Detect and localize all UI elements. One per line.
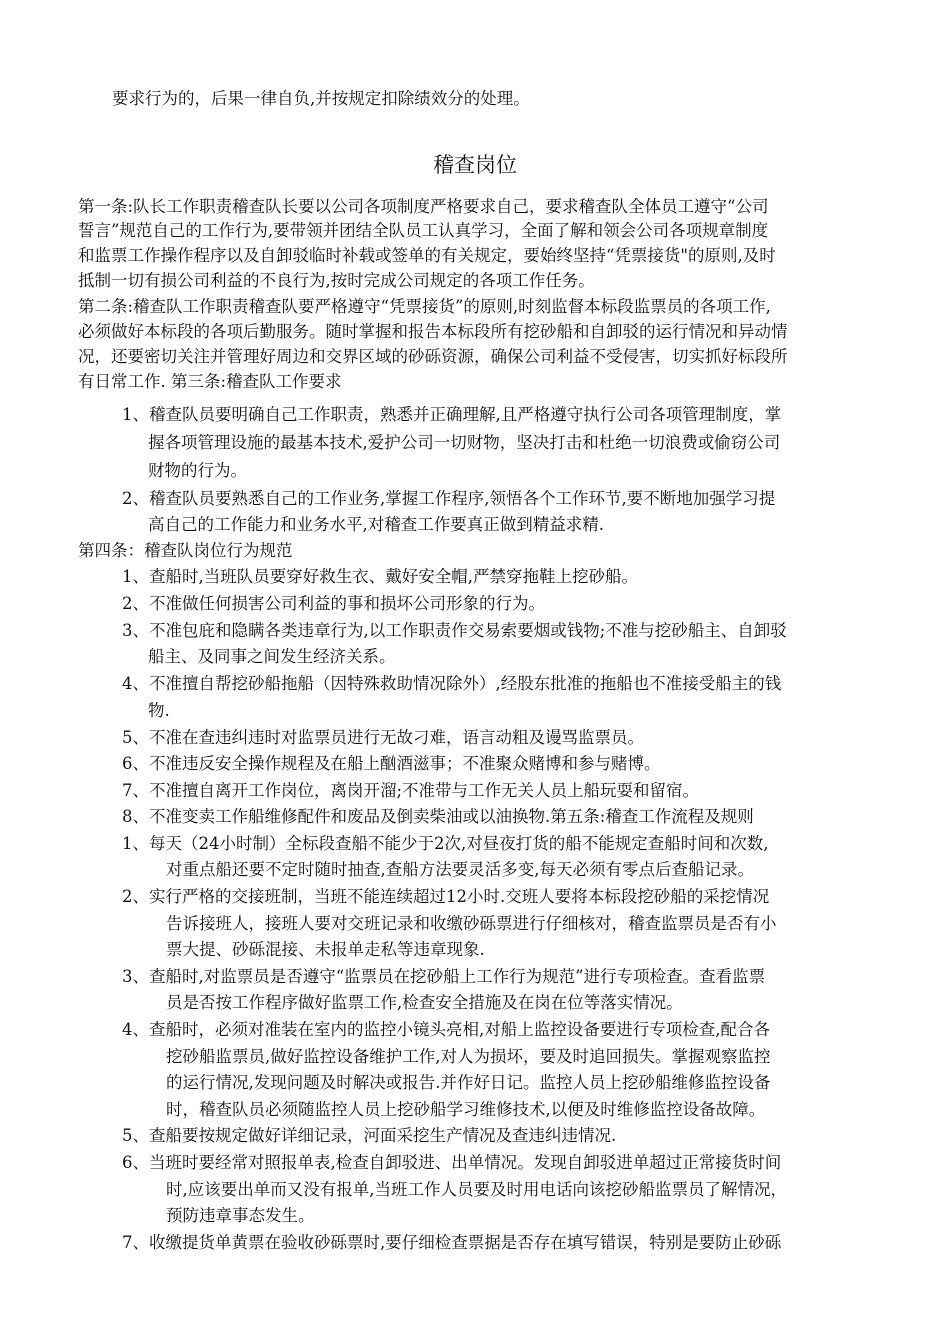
text-line: 1、稽查队员要明确自己工作职责，熟悉并正确理解,且严格遵守执行公司各项管理制度，掌 bbox=[122, 405, 782, 424]
text-line: 6、不准违反安全操作规程及在船上酗酒滋事；不准聚众赌博和参与赌博。 bbox=[122, 754, 661, 773]
text-line: 2、稽查队员要熟悉自己的工作业务,掌握工作程序,领悟各个工作环节,要不断地加强学习提 bbox=[122, 489, 776, 508]
text-line: 誓言”规范自己的工作行为,要带领并团结全队员工认真学习，全面了解和领会公司各项规章制度 bbox=[78, 221, 769, 240]
text-line: 3、查船时,对监票员是否遵守“监票员在挖砂船上工作行为规范”进行专项检查。查看监票 bbox=[122, 967, 766, 986]
text-line: 物. bbox=[148, 701, 170, 720]
text-line: 1、查船时,当班队员要穿好救生衣、戴好安全帽,严禁穿拖鞋上挖砂船。 bbox=[122, 567, 638, 586]
text-line: 告诉接班人，接班人要对交班记录和收缴砂砾票进行仔细核对，稽查监票员是否有小 bbox=[166, 914, 777, 933]
text-line: 抵制一切有损公司利益的不良行为,按时完成公司规定的各项工作任务。 bbox=[78, 271, 595, 290]
text-line: 7、不准擅自离开工作岗位，离岗开溜;不准带与工作无关人员上船玩耍和留宿。 bbox=[122, 781, 700, 800]
text-line: 握各项管理设施的最基本技术,爱护公司一切财物，坚决打击和杜绝一切浪费或偷窃公司 bbox=[148, 433, 781, 452]
text-line: 第四条：稽查队岗位行为规范 bbox=[78, 541, 293, 560]
text-line: 票大提、砂砾混接、未报单走私等违章现象. bbox=[166, 940, 485, 959]
intro-line: 要求行为的，后果一律自负,并按规定扣除绩效分的处理。 bbox=[112, 89, 530, 108]
text-line: 和监票工作操作程序以及自卸驳临时补载或签单的有关规定，要始终坚持“凭票接货"的原则,及时 bbox=[78, 246, 776, 265]
text-line: 对重点船还要不定时随时抽查,查船方法要灵活多变,每天必须有零点后查船记录。 bbox=[166, 860, 754, 879]
text-line: 7、收缴提货单黄票在验收砂砾票时,要仔细检查票据是否存在填写错误，特别是要防止砂砾 bbox=[122, 1233, 782, 1252]
text-line: 财物的行为。 bbox=[148, 461, 247, 480]
text-line: 3、不准包庇和隐瞒各类违章行为,以工作职责作交易索要烟或钱物;不准与挖砂船主、自卸驳 bbox=[122, 621, 787, 640]
text-line: 8、不准变卖工作船维修配件和废品及倒卖柴油或以油换物.第五条:稽查工作流程及规则 bbox=[122, 807, 754, 826]
text-line: 4、查船时，必须对准装在室内的监控小镜头亮相,对船上监控设备要进行专项检查,配合各 bbox=[122, 1020, 770, 1039]
text-line: 船主、及同事之间发生经济关系。 bbox=[148, 647, 396, 666]
text-line: 5、查船要按规定做好详细记录，河面采挖生产情况及查违纠违情况. bbox=[122, 1126, 617, 1145]
page-title: 稽查岗位 bbox=[433, 153, 517, 177]
text-line: 有日常工作. 第三条:稽查队工作要求 bbox=[78, 372, 342, 391]
text-line: 必须做好本标段的各项后勤服务。随时掌握和报告本标段所有挖砂船和自卸驳的运行情况和异动情 bbox=[78, 322, 788, 341]
text-line: 况，还要密切关注并管理好周边和交界区域的砂砾资源，确保公司利益不受侵害，切实抓好标段所 bbox=[78, 347, 788, 366]
text-line: 时,应该要出单而又没有报单,当班工作人员要及时用电话向该挖砂船监票员了解情况， bbox=[166, 1180, 787, 1199]
text-line: 的运行情况,发现问题及时解决或报告.并作好日记。监控人员上挖砂船维修监控设备 bbox=[166, 1073, 771, 1092]
text-line: 4、不准擅自帮挖砂船拖船（因特殊救助情况除外）,经股东批准的拖船也不准接受船主的钱 bbox=[122, 674, 782, 693]
text-line: 高自己的工作能力和业务水平,对稽查工作要真正做到精益求精. bbox=[148, 515, 604, 534]
text-line: 员是否按工作程序做好监票工作,检查安全措施及在岗在位等落实情况。 bbox=[166, 993, 683, 1012]
text-line: 时，稽查队员必须随监控人员上挖砂船学习维修技术,以便及时维修监控设备故障。 bbox=[166, 1100, 766, 1119]
text-line: 第一条:队长工作职责稽查队长要以公司各项制度严格要求自己，要求稽查队全体员工遵守“公司 bbox=[78, 197, 769, 216]
text-line: 6、当班时要经常对照报单表,检查自卸驳进、出单情况。发现自卸驳进单超过正常接货时间 bbox=[122, 1153, 782, 1172]
text-line: 挖砂船监票员,做好监控设备维护工作,对人为损坏，要及时追回损失。掌握观察监控 bbox=[166, 1047, 771, 1066]
text-line: 2、实行严格的交接班制，当班不能连续超过12小时.交班人要将本标段挖砂船的采挖情况 bbox=[122, 887, 770, 906]
text-line: 预防违章事态发生。 bbox=[166, 1206, 315, 1225]
text-line: 第二条:稽查队工作职责稽查队要严格遵守“凭票接货”的原则,时刻监督本标段监票员的各项工作, bbox=[78, 297, 771, 316]
text-line: 2、不准做任何损害公司利益的事和损坏公司形象的行为。 bbox=[122, 594, 545, 613]
text-line: 5、不准在查违纠违时对监票员进行无故刁难，语言动粗及谩骂监票员。 bbox=[122, 728, 644, 747]
text-line: 1、每天（24小时制）全标段查船不能少于2次,对昼夜打货的船不能规定查船时间和次数, bbox=[122, 834, 769, 853]
